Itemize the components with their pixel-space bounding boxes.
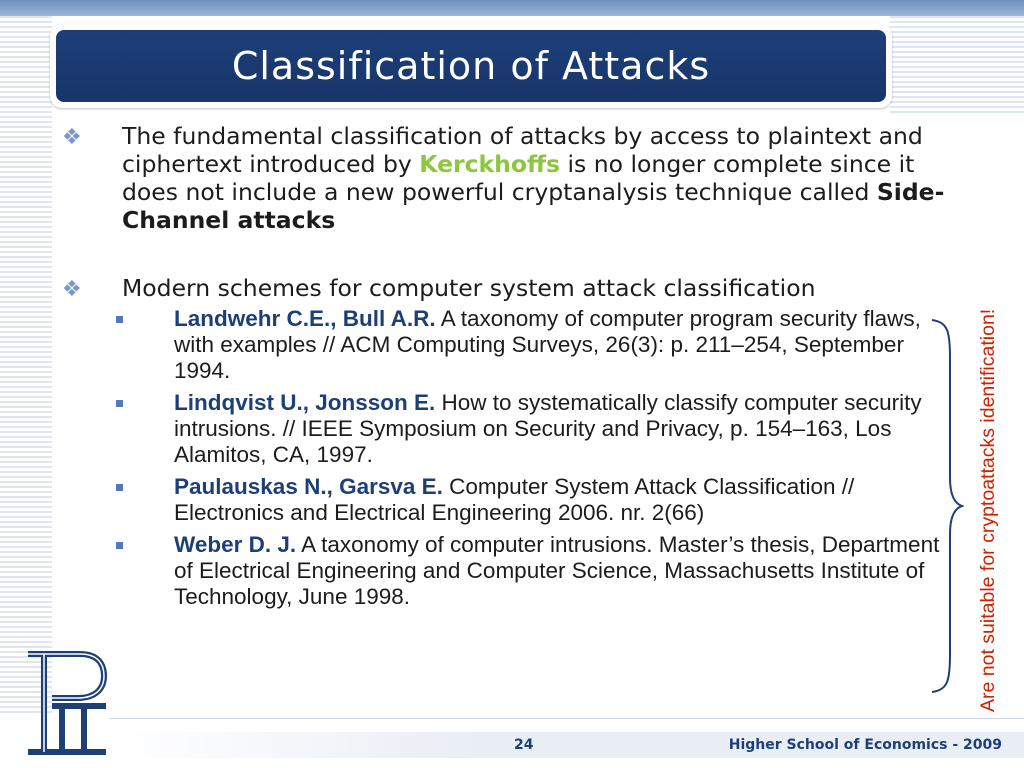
- bullet-text-2: Modern schemes for computer system attack classification: [122, 274, 816, 302]
- reference-text: A taxonomy of computer intrusions. Master’s thesis, Department of Electrical Engineering and Computer Science, Massachusetts Institute of Technology, June 1998.: [174, 532, 940, 609]
- reference-text: Computer System Attack Classification // Electronics and Electrical Engineering 2006. nr. 2(66): [174, 474, 855, 525]
- reference-item: [60, 474, 960, 526]
- decorative-stripes-right: [890, 16, 1024, 116]
- curly-brace-icon: [928, 318, 964, 694]
- slide-title: Classification of Attacks: [231, 44, 711, 88]
- title-box: [50, 24, 892, 108]
- side-note-red: Are not suitable for cryptoattacks identification!: [977, 308, 999, 712]
- side-channel-bold: Side-Channel attacks: [122, 178, 945, 234]
- reference-authors: Weber D. J.: [174, 532, 297, 557]
- kerckhoffs-highlight: Kerckhoffs: [419, 150, 561, 178]
- reference-item: [60, 306, 960, 384]
- square-bullet-icon: [116, 316, 123, 323]
- bullet-modern-schemes: [60, 274, 960, 302]
- reference-list: [60, 306, 960, 610]
- bullet-text-1a: The fundamental classification of attacks by access to plaintext and ciphertext introduced by: [122, 122, 923, 178]
- square-bullet-icon: [116, 400, 123, 407]
- diamond-bullet-icon: ❖: [62, 277, 82, 302]
- footer-divider: [110, 718, 1024, 719]
- reference-text: A taxonomy of computer program security flaws, with examples // ACM Computing Surveys, 26(3): p. 211–254, September 1994.: [174, 306, 921, 383]
- square-bullet-icon: [116, 542, 123, 549]
- decorative-stripes-left: [0, 16, 52, 716]
- bullet-kerckhoffs: [60, 122, 960, 234]
- reference-authors: Lindqvist U., Jonsson E.: [174, 390, 436, 415]
- square-bullet-icon: [116, 484, 123, 491]
- hse-logo-icon: [22, 648, 112, 758]
- top-band: [0, 0, 1024, 16]
- reference-item: [60, 390, 960, 468]
- bullet-text-1b: is no longer complete since it does not include a new powerful cryptanalysis technique called: [122, 150, 915, 206]
- reference-authors: Landwehr C.E., Bull A.R.: [174, 306, 436, 331]
- page-number: 24: [514, 737, 534, 753]
- slide-content: [60, 122, 960, 616]
- footer-organization: Higher School of Economics - 2009: [728, 737, 1002, 753]
- title-panel: [56, 30, 886, 102]
- reference-text: How to systematically classify computer security intrusions. // IEEE Symposium on Security and Privacy, p. 154–163, Los Alamitos, CA, 1997.: [174, 390, 922, 467]
- reference-item: [60, 532, 960, 610]
- diamond-bullet-icon: ❖: [62, 125, 82, 150]
- reference-authors: Paulauskas N., Garsva E.: [174, 474, 443, 499]
